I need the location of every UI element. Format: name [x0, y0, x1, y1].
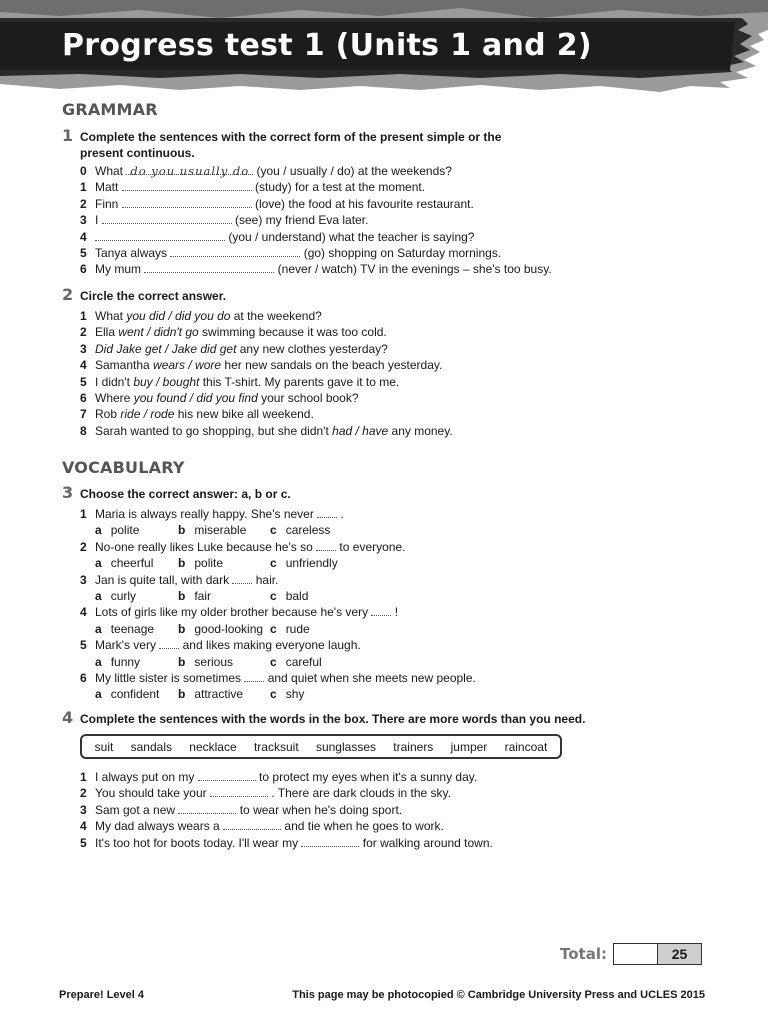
footer-level: Prepare! Level 4 — [59, 989, 144, 1001]
list-item — [62, 423, 722, 439]
item-text: My mum — [95, 262, 145, 277]
word-box-item: raincoat — [504, 739, 548, 754]
item-number: 2 — [80, 196, 87, 211]
option-b[interactable]: b fair — [178, 589, 212, 604]
option-c[interactable]: c unfriendly — [270, 556, 338, 571]
item-text: and likes making everyone laugh. — [179, 638, 361, 653]
list-item — [62, 637, 722, 670]
answer-blank[interactable] — [122, 196, 252, 208]
item-number: 3 — [80, 213, 87, 228]
item-number: 5 — [80, 835, 87, 850]
item-number: 3 — [80, 341, 87, 356]
option-b[interactable]: b attractive — [178, 687, 244, 702]
option-c[interactable]: c rude — [270, 621, 310, 636]
item-number: 1 — [80, 309, 87, 323]
item-text: your school book? — [257, 391, 359, 406]
item-text: any new clothes yesterday? — [236, 341, 388, 356]
word-box-item: tracksuit — [253, 739, 299, 754]
list-item — [62, 769, 722, 785]
list-item — [62, 229, 722, 245]
item-text: swimming because it was too cold. — [198, 325, 387, 340]
option-a[interactable]: a teenage — [95, 621, 155, 636]
list-item — [62, 212, 722, 228]
option-c[interactable]: c careless — [270, 523, 331, 538]
list-item — [62, 374, 722, 390]
item-number: 6 — [80, 262, 87, 277]
item-number: 0 — [80, 164, 87, 178]
answer-blank — [371, 604, 391, 616]
answer-blank[interactable] — [301, 835, 359, 847]
list-item — [62, 785, 722, 801]
item-number: 7 — [80, 407, 87, 422]
total-label: Total: — [560, 945, 607, 963]
list-item — [62, 308, 722, 324]
answer-blank — [232, 572, 252, 584]
list-item — [62, 179, 722, 195]
answer-options[interactable]: had / have — [332, 423, 389, 438]
item-text: his new bike all weekend. — [174, 407, 314, 422]
item-text: (never / watch) TV in the evenings – she's too busy. — [274, 262, 552, 277]
total-score-input[interactable] — [613, 943, 658, 965]
page-title: Progress test 1 (Units 1 and 2) — [62, 28, 592, 63]
item-text: (see) my friend Eva later. — [231, 213, 369, 228]
answer-blank[interactable] — [170, 245, 300, 257]
item-number: 3 — [80, 802, 87, 817]
item-text: to everyone. — [336, 539, 406, 554]
item-text: Jan is quite tall, with dark — [95, 572, 233, 587]
task-instruction: Choose the correct answer: a, b or c. — [80, 487, 291, 501]
example-answer: do you usually do — [130, 164, 250, 178]
task-2 — [62, 285, 722, 439]
item-number: 4 — [80, 605, 87, 620]
item-text: I didn't — [95, 374, 134, 389]
item-number: 1 — [80, 507, 87, 521]
word-box-item: sandals — [130, 739, 172, 754]
task-number: 2 — [62, 285, 74, 304]
item-number: 5 — [80, 246, 87, 261]
item-text: Sarah wanted to go shopping, but she didn't — [95, 423, 333, 438]
item-number: 1 — [80, 770, 87, 784]
item-text: Finn — [95, 196, 122, 211]
item-text: My dad always wears a — [95, 819, 224, 834]
answer-blank — [244, 670, 264, 682]
list-item — [62, 261, 722, 277]
task-instruction: Circle the correct answer. — [80, 289, 227, 303]
item-text: to wear when he's doing sport. — [236, 802, 403, 817]
task-4-items — [62, 769, 722, 851]
option-c[interactable]: c bald — [270, 589, 309, 604]
option-b[interactable]: b good-looking — [178, 621, 264, 636]
list-item — [62, 196, 722, 212]
answer-blank[interactable] — [178, 802, 236, 814]
item-text: Where — [95, 391, 134, 406]
word-box-item: suit — [94, 739, 114, 754]
item-text: Maria is always really happy. She's never — [95, 507, 318, 521]
list-item — [62, 245, 722, 261]
item-number: 5 — [80, 638, 87, 653]
total-max-score: 25 — [658, 943, 702, 965]
option-b[interactable]: b serious — [178, 654, 234, 669]
item-number: 4 — [80, 229, 87, 244]
answer-blank — [159, 637, 179, 649]
item-text: Rob — [95, 407, 121, 422]
list-item — [62, 539, 722, 572]
item-text: and tie when he goes to work. — [281, 819, 444, 834]
task-number: 4 — [62, 708, 74, 727]
item-text: . There are dark clouds in the sky. — [267, 786, 451, 801]
answer-blank[interactable] — [223, 818, 281, 830]
item-text: Matt — [95, 180, 122, 195]
answer-options[interactable]: wears / wore — [153, 358, 222, 373]
section-heading-grammar: GRAMMAR — [62, 100, 158, 119]
list-item — [62, 802, 722, 818]
item-text: this T-shirt. My parents gave it to me. — [199, 374, 400, 389]
option-a[interactable]: a polite — [95, 523, 140, 538]
section-heading-vocabulary: VOCABULARY — [62, 458, 185, 477]
answer-blank — [317, 506, 337, 518]
option-b[interactable]: b polite — [178, 556, 224, 571]
list-item — [62, 357, 722, 373]
item-number: 1 — [80, 180, 87, 195]
item-number: 4 — [80, 819, 87, 834]
item-text: (study) for a test at the moment. — [251, 180, 426, 195]
item-text: Lots of girls like my older brother because he's very — [95, 605, 372, 620]
answer-blank[interactable] — [95, 229, 225, 241]
answer-blank[interactable] — [122, 179, 252, 191]
list-item — [62, 818, 722, 834]
item-number: 2 — [80, 786, 87, 801]
list-item — [62, 670, 722, 703]
answer-options[interactable]: you did / did you do — [126, 309, 231, 323]
item-text: Tanya always — [95, 246, 171, 261]
answer-options[interactable]: you found / did you find — [133, 391, 258, 406]
list-item — [62, 341, 722, 357]
answer-blank[interactable] — [210, 785, 268, 797]
task-instruction: Complete the sentences with the words in the box. There are more words than you need. — [80, 712, 586, 726]
word-box — [80, 734, 562, 759]
item-number: 5 — [80, 374, 87, 389]
answer-blank[interactable] — [102, 212, 232, 224]
answer-options[interactable]: ride / rode — [120, 407, 175, 422]
list-item — [62, 390, 722, 406]
total-score — [560, 943, 702, 965]
word-box-item: sunglasses — [315, 739, 376, 754]
answer-blank[interactable] — [144, 261, 274, 273]
list-item — [62, 324, 722, 340]
answer-options[interactable]: buy / bought — [133, 374, 200, 389]
item-text: I always put on my — [95, 770, 198, 784]
list-item — [62, 604, 722, 637]
option-b[interactable]: b miserable — [178, 523, 247, 538]
item-text: ! — [391, 605, 399, 620]
answer-blank[interactable] — [126, 163, 253, 178]
footer-copyright: This page may be photocopied © Cambridge University Press and UCLES 2015 — [292, 989, 705, 1001]
option-a[interactable]: a curly — [95, 589, 137, 604]
item-text: What — [95, 309, 127, 323]
list-item — [62, 163, 722, 179]
item-text: (love) the food at his favourite restaurant. — [251, 196, 474, 211]
item-text: It's too hot for boots today. I'll wear my — [95, 835, 302, 850]
item-text: You should take your — [95, 786, 210, 801]
task-4 — [62, 708, 722, 727]
item-text: (go) shopping on Saturday mornings. — [300, 246, 502, 261]
task-1 — [62, 126, 722, 278]
task-3 — [62, 483, 722, 703]
item-text: (you / understand) what the teacher is saying? — [225, 229, 475, 244]
task-instruction: Complete the sentences with the correct form of the present simple or the present continuous. — [80, 130, 502, 160]
list-item — [62, 406, 722, 422]
item-text: at the weekend? — [230, 309, 322, 323]
task-number: 1 — [62, 126, 74, 145]
item-text: (you / usually / do) at the weekends? — [253, 164, 452, 178]
answer-options[interactable]: went / didn't go — [118, 325, 199, 340]
item-text: Samantha — [95, 358, 154, 373]
word-box-item: necklace — [189, 739, 237, 754]
item-text: and quiet when she meets new people. — [264, 671, 476, 686]
item-text: I — [95, 213, 102, 228]
item-number: 2 — [80, 325, 87, 340]
task-number: 3 — [62, 483, 74, 502]
item-text: hair. — [252, 572, 279, 587]
item-text: My little sister is sometimes — [95, 671, 245, 686]
item-text: Sam got a new — [95, 802, 179, 817]
item-text: No-one really likes Luke because he's so — [95, 539, 317, 554]
item-text: any money. — [388, 423, 453, 438]
item-text: . — [337, 507, 344, 521]
option-a[interactable]: a confident — [95, 687, 160, 702]
word-box-item: trainers — [393, 739, 434, 754]
item-text: Mark's very — [95, 638, 160, 653]
option-c[interactable]: c shy — [270, 687, 305, 702]
item-number: 6 — [80, 671, 87, 686]
option-a[interactable]: a cheerful — [95, 556, 154, 571]
list-item — [62, 506, 722, 539]
item-text: her new sandals on the beach yesterday. — [221, 358, 443, 373]
answer-blank[interactable] — [198, 769, 256, 781]
item-text: to protect my eyes when it's a sunny day. — [255, 770, 478, 784]
header-banner — [0, 0, 768, 95]
list-item — [62, 835, 722, 851]
option-a[interactable]: a funny — [95, 654, 141, 669]
item-number: 4 — [80, 358, 87, 373]
answer-blank — [316, 539, 336, 551]
item-text: Ella — [95, 325, 119, 340]
option-c[interactable]: c careful — [270, 654, 322, 669]
word-box-item: jumper — [450, 739, 488, 754]
item-number: 2 — [80, 539, 87, 554]
answer-options[interactable]: Did Jake get / Jake did get — [95, 341, 237, 356]
list-item — [62, 572, 722, 605]
item-number: 8 — [80, 423, 87, 438]
item-text: What — [95, 164, 127, 178]
item-number: 6 — [80, 391, 87, 406]
item-number: 3 — [80, 572, 87, 587]
item-text: for walking around town. — [359, 835, 493, 850]
